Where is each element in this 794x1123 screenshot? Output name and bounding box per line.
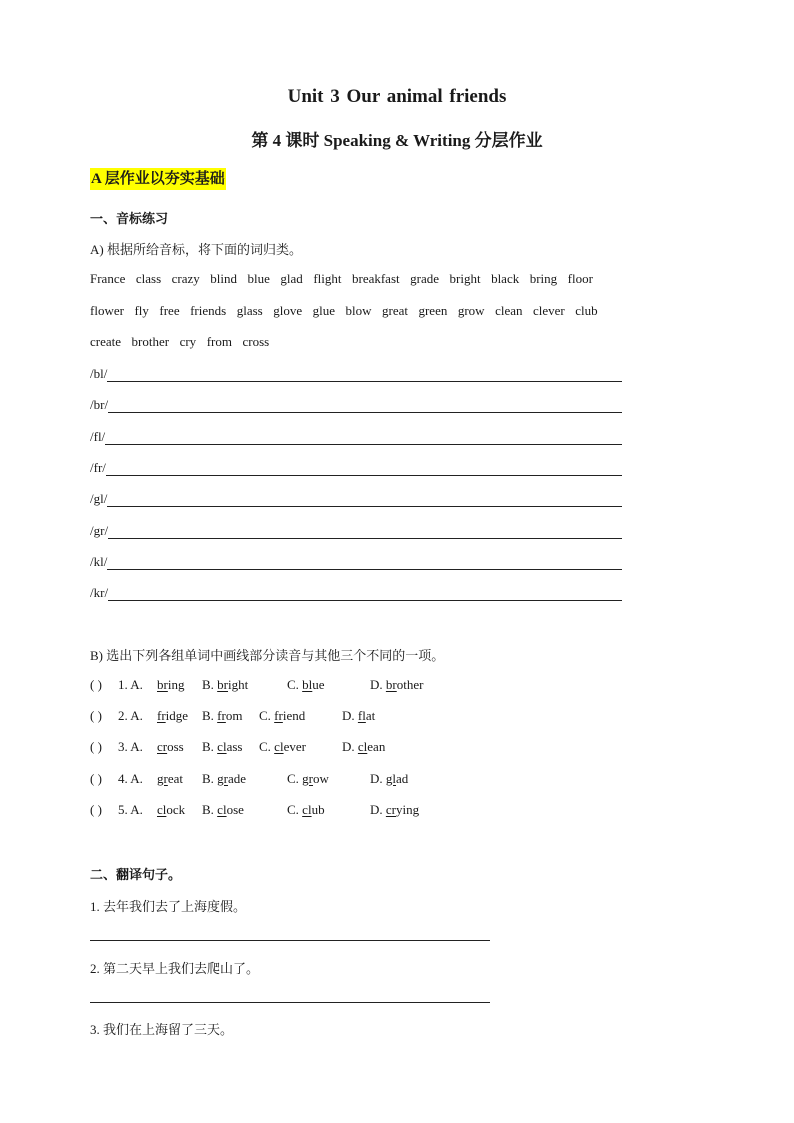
choice-option[interactable] bbox=[370, 802, 419, 818]
choice-question bbox=[90, 677, 490, 695]
choice-option[interactable] bbox=[259, 739, 306, 755]
translation-item-1: 1. 去年我们去了上海度假。 bbox=[90, 899, 247, 914]
choice-option[interactable] bbox=[370, 771, 408, 787]
word-rest: ad bbox=[396, 770, 409, 786]
phonics-blank-row bbox=[90, 554, 622, 570]
word-item: clever bbox=[532, 303, 565, 318]
word-rest: oss bbox=[167, 739, 184, 755]
underlined-part: br bbox=[157, 677, 168, 692]
translation-item-2: 2. 第二天早上我们去爬山了。 bbox=[90, 961, 260, 976]
word-line bbox=[90, 303, 608, 319]
choice-option[interactable] bbox=[157, 708, 188, 724]
underlined-part: gl bbox=[385, 770, 397, 786]
question-number: 4. A. bbox=[118, 770, 143, 786]
phonics-answer-line[interactable] bbox=[107, 493, 622, 507]
choice-option[interactable] bbox=[202, 771, 246, 787]
option-letter: D. bbox=[370, 801, 386, 817]
phonics-label: /gr/ bbox=[90, 522, 109, 538]
phonics-blank-row bbox=[90, 585, 622, 601]
word-item: class bbox=[135, 271, 162, 286]
choice-option[interactable] bbox=[157, 802, 185, 818]
word-item: friends bbox=[190, 303, 227, 318]
option-letter: D. bbox=[342, 739, 358, 755]
word-item: floor bbox=[567, 271, 593, 286]
answer-paren[interactable]: ( ) bbox=[90, 770, 102, 786]
option-letter: C. bbox=[287, 677, 303, 692]
word-rest: ue bbox=[312, 677, 325, 692]
word-rest: ub bbox=[311, 801, 325, 817]
word-rest: idge bbox=[165, 708, 189, 724]
word-item: green bbox=[418, 303, 448, 318]
phonics-blank-row bbox=[90, 523, 622, 539]
option-letter: D. bbox=[342, 708, 358, 724]
underlined-part: cl bbox=[357, 739, 368, 755]
phonics-answer-line[interactable] bbox=[107, 556, 622, 570]
word-item: from bbox=[206, 334, 232, 349]
level-heading: A 层作业以夯实基础 bbox=[90, 168, 226, 190]
word-item: crazy bbox=[171, 271, 200, 286]
option-letter: C. bbox=[287, 801, 303, 817]
word-rest: ose bbox=[226, 801, 244, 817]
word-item: blow bbox=[345, 303, 372, 318]
word-rest: ever bbox=[283, 739, 306, 755]
answer-paren[interactable]: ( ) bbox=[90, 801, 102, 817]
word-item: glad bbox=[280, 271, 303, 286]
underlined-part: cl bbox=[274, 739, 284, 755]
word-item: bring bbox=[529, 271, 558, 286]
word-item: brother bbox=[131, 334, 170, 349]
word-item: blue bbox=[247, 271, 270, 286]
question-number: 3. A. bbox=[118, 739, 143, 755]
page-subtitle: 第 4 课时 Speaking & Writing 分层作业 bbox=[251, 131, 543, 150]
question-number: 5. A. bbox=[118, 801, 143, 817]
page-title: Unit 3 Our animal friends bbox=[287, 86, 507, 107]
option-letter: B. bbox=[202, 739, 218, 755]
answer-line-1[interactable] bbox=[90, 940, 490, 941]
word-item: grade bbox=[410, 271, 439, 286]
option-letter: B. bbox=[202, 770, 218, 786]
phonics-blank-row bbox=[90, 491, 622, 507]
word-item: glass bbox=[236, 303, 263, 318]
phonics-answer-line[interactable] bbox=[105, 431, 622, 445]
choice-option[interactable] bbox=[259, 708, 305, 724]
word-rest: ing bbox=[167, 677, 185, 692]
word-item: flight bbox=[313, 271, 342, 286]
phonics-label: /kl/ bbox=[90, 553, 108, 569]
phonics-label: /fr/ bbox=[90, 459, 106, 475]
answer-paren[interactable]: ( ) bbox=[90, 677, 102, 692]
underlined-part: bl bbox=[302, 677, 313, 692]
question-number: 2. A. bbox=[118, 708, 143, 724]
word-item: create bbox=[90, 334, 122, 349]
underlined-part: cr bbox=[385, 801, 396, 817]
choice-option[interactable] bbox=[370, 677, 423, 693]
choice-option[interactable] bbox=[202, 739, 242, 755]
word-rest: at bbox=[365, 708, 376, 724]
word-item: fly bbox=[134, 303, 149, 318]
translation-item-3: 3. 我们在上海留了三天。 bbox=[90, 1022, 234, 1037]
phonics-label: /bl/ bbox=[90, 366, 108, 381]
word-item: cross bbox=[242, 334, 270, 349]
underlined-part: br bbox=[217, 677, 229, 692]
word-item: bright bbox=[449, 271, 481, 286]
word-item: glue bbox=[312, 303, 335, 318]
choice-option[interactable] bbox=[287, 677, 325, 693]
choice-question bbox=[90, 708, 490, 726]
underlined-part: br bbox=[385, 677, 397, 692]
choice-option[interactable] bbox=[342, 739, 385, 755]
word-item: great bbox=[381, 303, 408, 318]
word-rest: ight bbox=[228, 677, 249, 692]
word-rest: ow bbox=[313, 770, 329, 786]
word-item: breakfast bbox=[351, 271, 400, 286]
answer-line-2[interactable] bbox=[90, 1002, 490, 1003]
underlined-part: cl bbox=[302, 801, 312, 817]
word-item: club bbox=[575, 303, 598, 318]
option-letter: B. bbox=[202, 708, 218, 724]
phonics-answer-line[interactable] bbox=[106, 462, 622, 476]
underlined-part: fr bbox=[274, 708, 283, 724]
word-rest: ock bbox=[166, 801, 186, 817]
word-item: blind bbox=[210, 271, 238, 286]
word-rest: om bbox=[225, 708, 243, 724]
word-item: free bbox=[159, 303, 180, 318]
underlined-part: cl bbox=[217, 801, 227, 817]
word-rest: other bbox=[396, 677, 424, 692]
option-letter: C. bbox=[259, 708, 275, 724]
answer-paren[interactable]: ( ) bbox=[90, 708, 102, 724]
phonics-answer-line[interactable] bbox=[108, 399, 622, 413]
option-letter: D. bbox=[370, 770, 386, 786]
choice-option[interactable] bbox=[157, 739, 184, 755]
word-item: clean bbox=[495, 303, 523, 318]
option-letter: B. bbox=[202, 801, 218, 817]
underlined-part: cr bbox=[157, 739, 168, 755]
phonics-answer-line[interactable] bbox=[107, 368, 622, 382]
phonics-blank-row bbox=[90, 429, 622, 445]
underlined-part: fl bbox=[357, 708, 366, 724]
underlined-part: fr bbox=[157, 708, 166, 724]
choice-question bbox=[90, 739, 490, 757]
word-item: flower bbox=[90, 303, 124, 318]
word-item: France bbox=[90, 271, 126, 286]
phonics-label: /kr/ bbox=[90, 585, 109, 601]
question-number: 1. A. bbox=[118, 677, 143, 692]
choice-question bbox=[90, 802, 490, 820]
choice-option[interactable] bbox=[202, 708, 242, 724]
phonics-blank-row bbox=[90, 460, 622, 476]
phonics-label: /br/ bbox=[90, 397, 109, 413]
phonics-label: /gl/ bbox=[90, 491, 108, 507]
section1-heading: 一、音标练习 bbox=[90, 211, 169, 226]
underlined-part: cl bbox=[157, 801, 167, 817]
choice-option[interactable] bbox=[342, 708, 375, 724]
word-rest: ade bbox=[228, 770, 247, 786]
option-letter: B. bbox=[202, 677, 218, 692]
word-rest: ying bbox=[396, 801, 420, 817]
word-line bbox=[90, 334, 280, 350]
word-rest: eat bbox=[167, 770, 183, 786]
phonics-answer-line[interactable] bbox=[108, 587, 622, 601]
choice-option[interactable] bbox=[202, 677, 248, 693]
phonics-blank-row bbox=[90, 366, 622, 382]
word-rest: ean bbox=[367, 739, 386, 755]
underlined-part: gr bbox=[217, 770, 229, 786]
choice-question bbox=[90, 771, 490, 789]
choice-option[interactable] bbox=[157, 677, 184, 693]
word-item: black bbox=[491, 271, 520, 286]
phonics-blank-row bbox=[90, 397, 622, 413]
section2-heading: 二、翻译句子。 bbox=[90, 867, 182, 882]
underlined-part: gr bbox=[157, 770, 168, 786]
choice-option[interactable] bbox=[157, 771, 183, 787]
word-item: cry bbox=[179, 334, 197, 349]
phonics-answer-line[interactable] bbox=[108, 525, 622, 539]
underlined-part: cl bbox=[217, 739, 227, 755]
word-item: grow bbox=[457, 303, 485, 318]
word-item: glove bbox=[273, 303, 303, 318]
partB-instruction: B) 选出下列各组单词中画线部分读音与其他三个不同的一项。 bbox=[90, 648, 445, 663]
choice-option[interactable] bbox=[287, 771, 329, 787]
partA-instruction: A) 根据所给音标，将下面的词归类。 bbox=[90, 242, 302, 257]
underlined-part: gr bbox=[302, 770, 314, 786]
answer-paren[interactable]: ( ) bbox=[90, 739, 102, 755]
option-letter: C. bbox=[259, 739, 275, 755]
phonics-label: /fl/ bbox=[90, 428, 106, 444]
option-letter: C. bbox=[287, 770, 303, 786]
word-rest: ass bbox=[226, 739, 243, 755]
word-line bbox=[90, 271, 603, 287]
option-letter: D. bbox=[370, 677, 386, 692]
word-rest: iend bbox=[282, 708, 306, 724]
choice-option[interactable] bbox=[202, 802, 244, 818]
choice-option[interactable] bbox=[287, 802, 325, 818]
underlined-part: fr bbox=[217, 708, 226, 724]
